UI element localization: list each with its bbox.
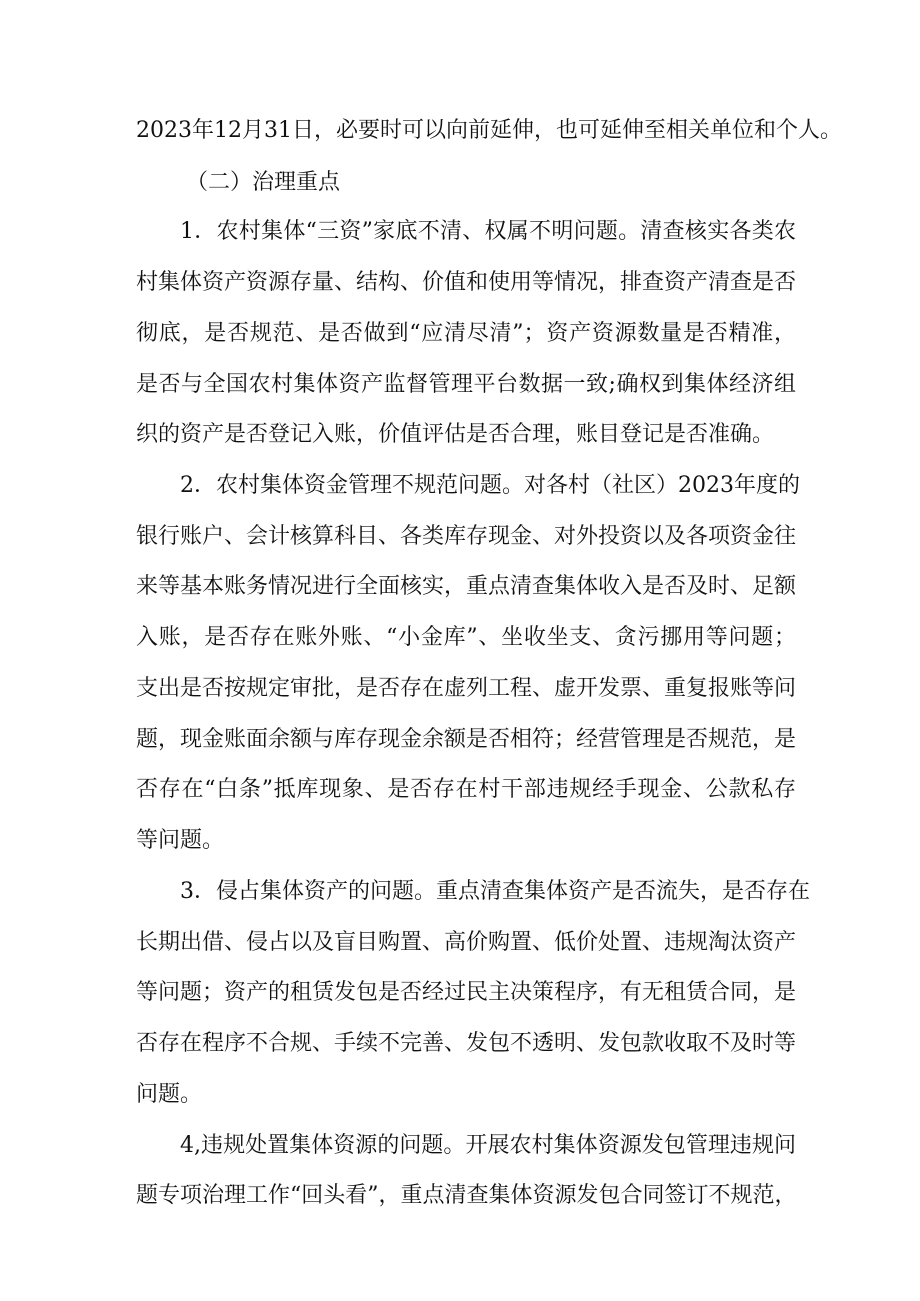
text-line: 2023年12月31日，必要时可以向前延伸，也可延伸至相关单位和个人。 bbox=[136, 118, 842, 143]
text-line: 银行账户、会计核算科目、各类库存现金、对外投资以及各项资金往 bbox=[136, 524, 797, 549]
text-line: 入账，是否存在账外账、“小金库”、坐收坐支、贪污挪用等问题； bbox=[136, 625, 796, 650]
text-line: 题专项治理工作“回头看”，重点清查集体资源发包合同签订不规范， bbox=[136, 1183, 797, 1208]
text-line: 彻底，是否规范、是否做到“应清尽清”；资产资源数量是否精准， bbox=[136, 321, 796, 346]
text-line: 支出是否按规定审批，是否存在虚列工程、虚开发票、重复报账等问 bbox=[136, 676, 797, 701]
text-line: 否存在“白条”抵库现象、是否存在村干部违规经手现金、公款私存 bbox=[136, 777, 796, 802]
text-line: 是否与全国农村集体资产监督管理平台数据一致;确权到集体经济组 bbox=[136, 372, 796, 397]
text-line: 等问题；资产的租赁发包是否经过民主决策程序，有无租赁合同，是 bbox=[136, 980, 797, 1005]
section-heading: （二）治理重点 bbox=[186, 170, 341, 195]
text-line: 问题。 bbox=[136, 1082, 203, 1107]
text-line: 村集体资产资源存量、结构、价值和使用等情况，排查资产清查是否 bbox=[136, 270, 797, 295]
text-line: 1．农村集体“三资”家底不清、权属不明问题。清查核实各类农 bbox=[180, 219, 796, 244]
text-line: 来等基本账务情况进行全面核实，重点清查集体收入是否及时、足额 bbox=[136, 574, 797, 599]
text-line: 等问题。 bbox=[136, 828, 225, 853]
text-line: 题，现金账面余额与库存现金余额是否相符；经营管理是否规范，是 bbox=[136, 727, 797, 752]
text-line: 4,违规处置集体资源的问题。开展农村集体资源发包管理违规问 bbox=[180, 1133, 796, 1158]
text-line: 织的资产是否登记入账，价值评估是否合理，账目登记是否准确。 bbox=[136, 422, 775, 447]
text-line: 2．农村集体资金管理不规范问题。对各村（社区）2023年度的 bbox=[180, 473, 800, 498]
text-line: 否存在程序不合规、手续不完善、发包不透明、发包款收取不及时等 bbox=[136, 1031, 797, 1056]
text-line: 3．侵占集体资产的问题。重点清查集体资产是否流失，是否存在 bbox=[180, 879, 810, 904]
text-line: 长期出借、侵占以及盲目购置、高价购置、低价处置、违规淘汰资产 bbox=[136, 930, 797, 955]
